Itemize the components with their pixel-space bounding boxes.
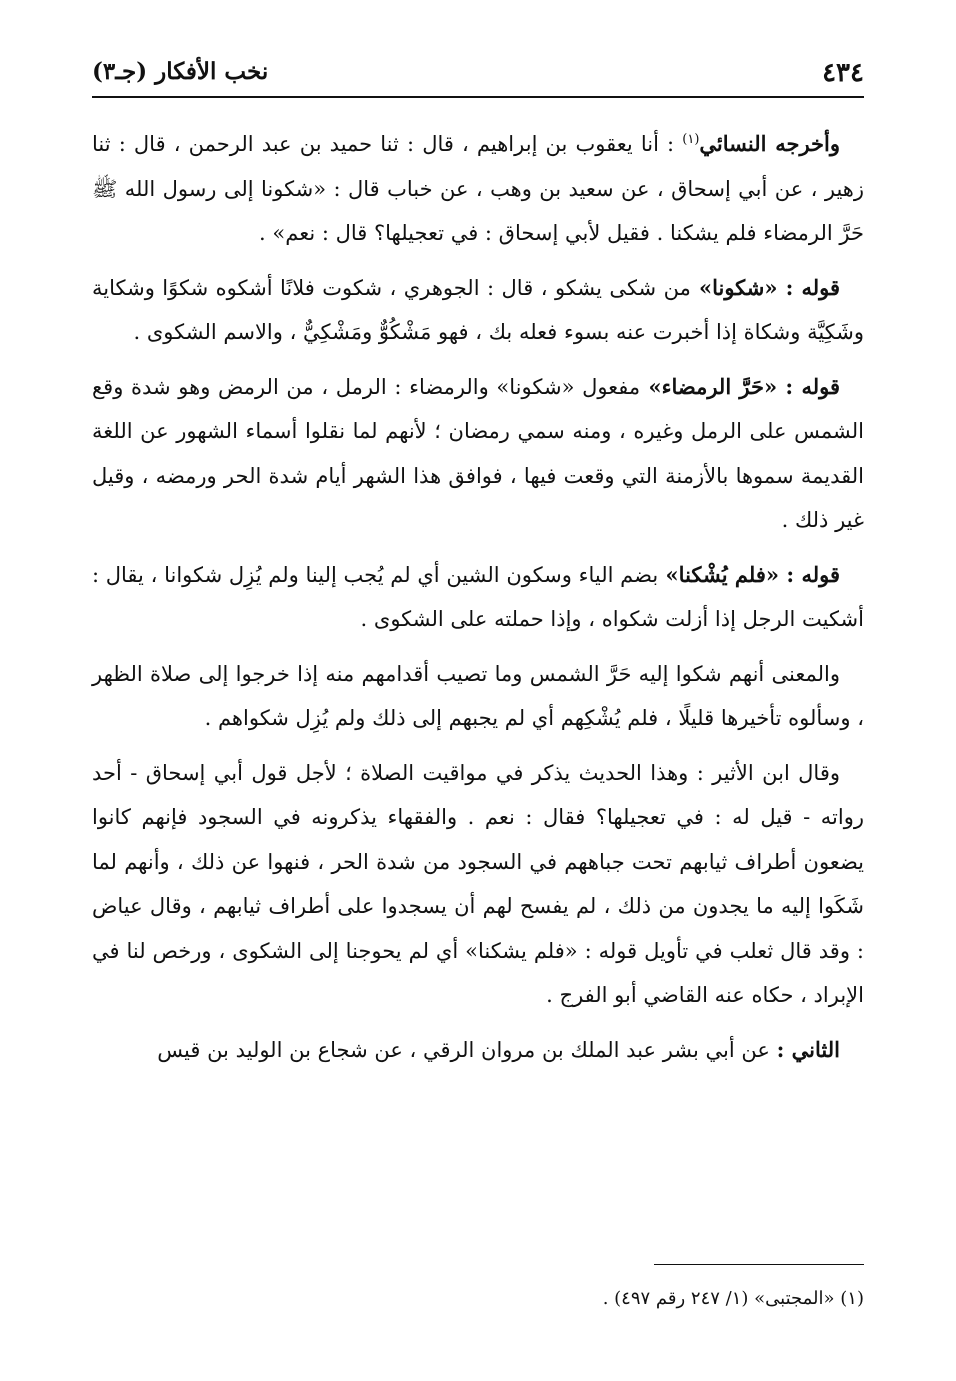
paragraph-text: : أنا يعقوب بن إبراهيم ، قال : ثنا حميد بن عبد الرحمن ، قال : ثنا زهير ، عن أبي إسحاق ، عن سعيد بن وهب ، عن خباب قال : «شكونا إلى رسول الله ﷺ حَرَّ الرمضاء فلم يشكنا . فقيل لأبي إسحاق : في تعجيلها؟ قال : نعم» . [92, 132, 864, 245]
footnote-divider [654, 1264, 864, 1265]
paragraph-text: بضم الياء وسكون الشين أي لم يُجب إلينا ولم يُزِل شكوانا ، يقال : أشكيت الرجل إذا أزلت شكواه ، وإذا حملته على الشكوى . [92, 562, 864, 631]
quoted-term: «حَرَّ الرمضاء» [640, 373, 786, 399]
paragraph-lead: وأخرجه النسائي [699, 131, 840, 156]
paragraph-ramda [92, 365, 864, 543]
paragraph-yushkina [92, 553, 864, 642]
paragraph-ibn-athir [92, 751, 864, 1018]
main-text [92, 122, 864, 1082]
paragraph-lead: الثاني : [776, 1036, 840, 1062]
paragraph-nasai [92, 122, 864, 256]
paragraph-lead: قوله : [785, 373, 841, 399]
quoted-term: «فلم يُشْكنا» [658, 561, 787, 587]
paragraph-second [92, 1028, 864, 1073]
paragraph-text: مفعول «شكونا» والرمضاء : الرمل ، من الرمض وهو شدة وقع الشمس على الرمل وغيره ، ومنه سمي رمضان ؛ لأنهم لما نقلوا أسماء الشهور عن اللغة القديمة سموها بالأزمنة التي وقعت فيها ، فوافق هذا الشهر أيام شدة الحر ورمضه ، وقيل غير ذلك . [92, 374, 864, 532]
book-title: نخب الأفكار (جـ٣) [92, 58, 269, 85]
paragraph-text: وقال ابن الأثير : وهذا الحديث يذكر في مواقيت الصلاة ؛ لأجل قول أبي إسحاق - أحد رواته - قيل له : في تعجيلها؟ فقال : نعم . والفقهاء يذكرونه في السجود فإنهم كانوا يضعون أطراف ثيابهم تحت جباههم في السجود من شدة الحر ، فنهوا عن ذلك ، وأنهم لما شَكَوا إليه ما يجدون من ذلك ، لم يفسح لهم أن يسجدوا على أطراف ثيابهم ، وقال عياض : وقد قال ثعلب في تأويل قوله : «فلم يشكنا» أي لم يحوجنا إلى الشكوى ، ورخص لنا في الإبراد ، حكاه عنه القاضي أبو الفرج . [92, 760, 864, 1007]
paragraph-text: والمعنى أنهم شكوا إليه حَرَّ الشمس وما تصيب أقدامهم منه إذا خرجوا إلى صلاة الظهر ، وسألوه تأخيرها قليلًا ، فلم يُشْكِهم أي لم يجبهم إلى ذلك ولم يُزِل شكواهم . [92, 661, 864, 730]
page-header [92, 52, 864, 98]
footnote: (١) «المجتبى» (١/ ٢٤٧ رقم ٤٩٧) . [602, 1288, 864, 1309]
page-number: ٤٣٤ [822, 58, 864, 88]
paragraph-meaning [92, 652, 864, 741]
paragraph-text: عن أبي بشر عبد الملك بن مروان الرقي ، عن شجاع بن الوليد بن قيس [157, 1037, 777, 1062]
paragraph-lead: قوله : [785, 274, 840, 300]
footnote-reference: (١) [682, 132, 700, 147]
paragraph-shakawna [92, 266, 864, 355]
quoted-term: «شكونا» [690, 274, 786, 300]
paragraph-lead: قوله : [786, 561, 841, 587]
paragraph-text: من شكى يشكو ، قال : الجوهري ، شكوت فلانًا أشكوه شكوًا وشكاية وشَكِيَّة وشكاة إذا أخبرت عنه بسوء فعله بك ، فهو مَشْكُوٌّ ومَشْكِيٌّ ، والاسم الشكوى . [92, 275, 864, 344]
